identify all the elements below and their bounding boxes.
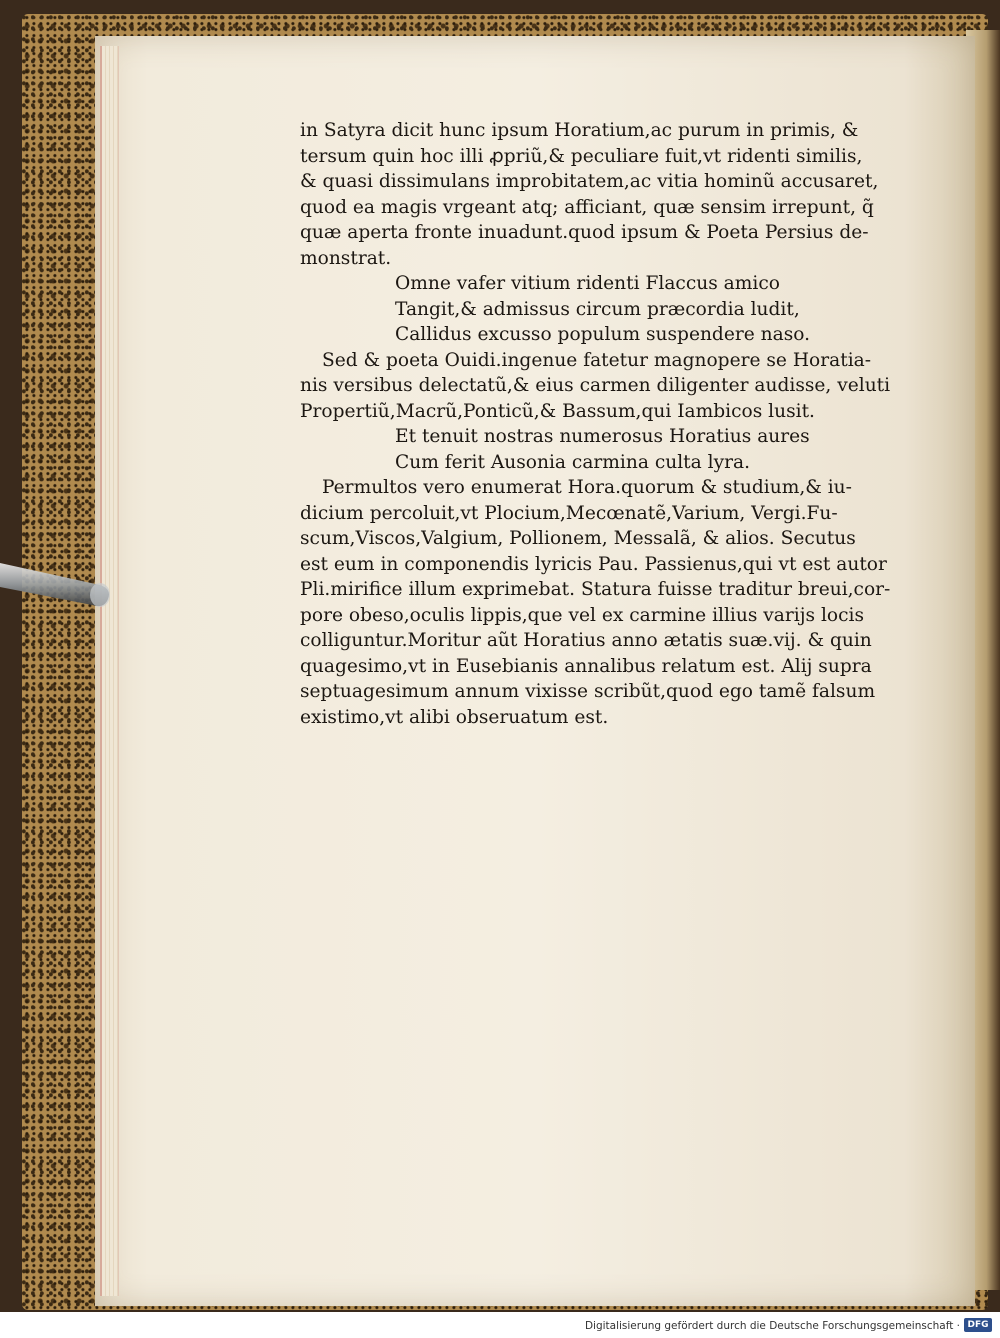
verse-line: Et tenuit nostras numerosus Horatius aures bbox=[395, 426, 810, 447]
verse-line: Cum ferit Ausonia carmina culta lyra. bbox=[395, 451, 750, 473]
text-line: in Satyra dicit hunc ipsum Horatium,ac purum in primis, & bbox=[300, 120, 859, 141]
text-line: Propertiũ,Macrũ,Ponticũ,& Bassum,qui Iambicos lusit. bbox=[300, 400, 815, 422]
text-line: & quasi dissimulans improbitatem,ac vitia hominũ accusaret, bbox=[300, 171, 879, 192]
text-line: scum,Viscos,Valgium, Pollionem, Messalã, & alios. Secutus bbox=[300, 528, 856, 549]
verse-quote-1 bbox=[300, 271, 940, 348]
text-line: Sed & poeta Ouidi.ingenue fatetur magnopere se Horatia- bbox=[322, 349, 872, 371]
text-line: colliguntur.Moritur aũt Horatius anno ætatis suæ.vij. & quin bbox=[300, 630, 872, 651]
text-line: existimo,vt alibi obseruatum est. bbox=[300, 706, 609, 728]
text-line: quod ea magis vrgeant atq; afficiant, quæ sensim irrepunt, q̃ bbox=[300, 196, 874, 218]
text-line: Permultos vero enumerat Hora.quorum & studium,& iu- bbox=[322, 477, 852, 498]
document-body bbox=[300, 118, 940, 730]
page-edges bbox=[100, 46, 119, 1296]
text-line: quagesimo,vt in Eusebianis annalibus relatum est. Alij supra bbox=[300, 655, 872, 677]
text-line: monstrat. bbox=[300, 247, 392, 269]
text-line: septuagesimum annum vixisse scribũt,quod ego tamẽ falsum bbox=[300, 681, 876, 702]
text-line: nis versibus delectatũ,& eius carmen diligenter audisse, veluti bbox=[300, 375, 891, 396]
text-line: Pli.mirifice illum exprimebat. Statura fuisse traditur breui,cor- bbox=[300, 579, 891, 600]
text-line: dicium percoluit,vt Plocium,Mecœnatẽ,Varium, Vergi.Fu- bbox=[300, 502, 838, 524]
verse-quote-2 bbox=[300, 424, 940, 475]
text-line: tersum quin hoc illi ꝓpriũ,& peculiare fuit,vt ridenti similis, bbox=[300, 145, 863, 167]
verse-line: Tangit,& admissus circum præcordia ludit, bbox=[395, 298, 800, 320]
verse-line: Omne vafer vitium ridenti Flaccus amico bbox=[395, 273, 780, 294]
footer-bar bbox=[0, 1312, 1000, 1338]
dfg-logo-icon: DFG bbox=[964, 1318, 992, 1332]
verse-line: Callidus excusso populum suspendere naso. bbox=[395, 324, 811, 345]
text-line: quæ aperta fronte inuadunt.quod ipsum & Poeta Persius de- bbox=[300, 222, 869, 243]
paragraph-3 bbox=[300, 475, 940, 730]
funding-credit: Digitalisierung gefördert durch die Deutsche Forschungsgemeinschaft · bbox=[584, 1320, 960, 1332]
paragraph-1 bbox=[300, 118, 940, 271]
paragraph-2 bbox=[300, 348, 940, 425]
text-line: pore obeso,oculis lippis,que vel ex carmine illius varijs locis bbox=[300, 604, 864, 626]
text-line: est eum in componendis lyricis Pau. Passienus,qui vt est autor bbox=[300, 553, 887, 575]
